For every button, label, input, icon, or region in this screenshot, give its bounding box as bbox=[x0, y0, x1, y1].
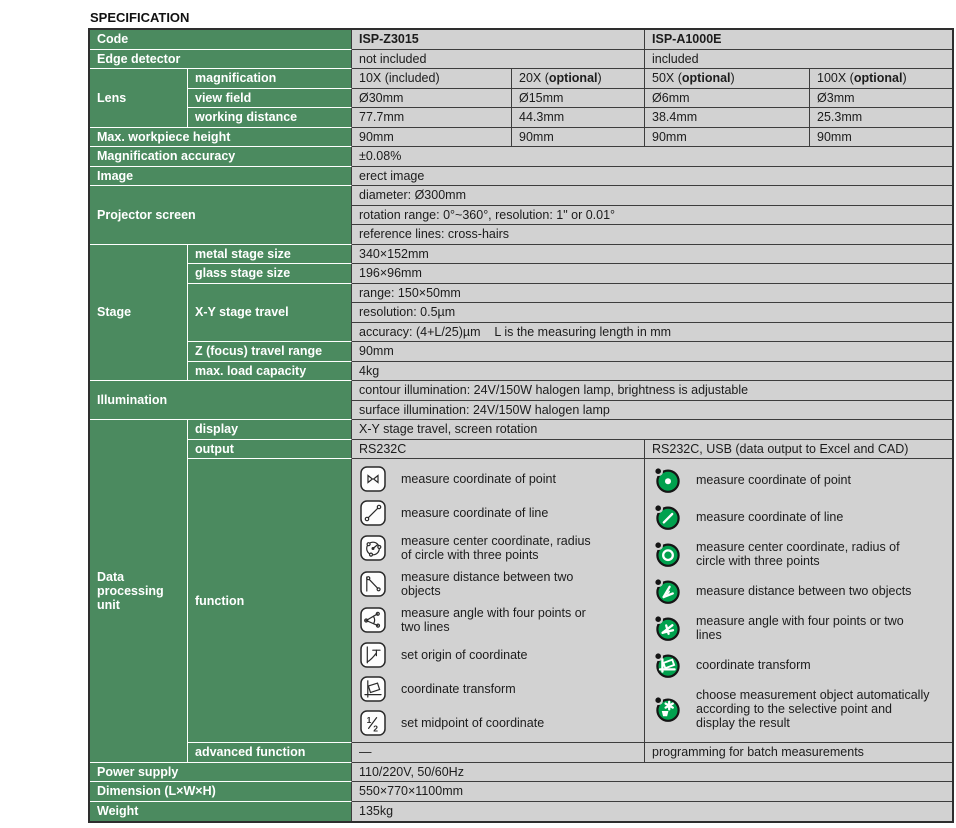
function-item bbox=[360, 534, 640, 562]
function-item bbox=[360, 676, 640, 702]
magnification-label: magnification bbox=[188, 69, 352, 89]
function-item bbox=[360, 466, 640, 492]
svg-text:1: 1 bbox=[366, 715, 372, 725]
row-lens-working-distance bbox=[90, 108, 952, 128]
working-distance-value-3: 38.4mm bbox=[645, 108, 810, 128]
advanced-function-value-2: programming for batch measurements bbox=[645, 743, 952, 763]
function-item-label: measure center coordinate, radius of circle with three points bbox=[696, 540, 900, 568]
angle-icon bbox=[653, 614, 681, 642]
model-name-1: ISP-Z3015 bbox=[352, 30, 645, 50]
transform-icon bbox=[360, 676, 386, 702]
line-icon bbox=[360, 500, 386, 526]
surface-illumination-value: surface illumination: 24V/150W halogen lamp bbox=[352, 401, 952, 421]
row-edge-detector bbox=[90, 50, 952, 70]
circle-icon bbox=[360, 535, 386, 561]
row-stage-glass bbox=[90, 264, 952, 284]
glass-stage-size-value: 196×96mm bbox=[352, 264, 952, 284]
image-label: Image bbox=[90, 167, 352, 187]
function-item bbox=[653, 466, 948, 494]
function-item-label: measure angle with four points or two lines bbox=[401, 606, 586, 634]
function-item bbox=[653, 577, 948, 605]
metal-stage-size-label: metal stage size bbox=[188, 245, 352, 265]
origin-icon bbox=[360, 642, 386, 668]
lens-label: Lens bbox=[90, 69, 188, 128]
row-max-load bbox=[90, 362, 952, 382]
function-item-label: measure angle with four points or two lines bbox=[696, 614, 904, 642]
display-label: display bbox=[188, 420, 352, 440]
transform-icon bbox=[653, 651, 681, 679]
distance-icon bbox=[360, 571, 386, 597]
function-item-label: measure coordinate of point bbox=[696, 473, 851, 487]
function-item bbox=[360, 710, 640, 736]
row-projector-diameter bbox=[90, 186, 952, 206]
contour-illumination-value: contour illumination: 24V/150W halogen lamp, brightness is adjustable bbox=[352, 381, 952, 401]
point-icon bbox=[653, 466, 681, 494]
max-workpiece-value-4: 90mm bbox=[810, 128, 952, 148]
edge-detector-value-1: not included bbox=[352, 50, 645, 70]
power-supply-label: Power supply bbox=[90, 763, 352, 783]
circle-icon bbox=[653, 540, 681, 568]
svg-text:2: 2 bbox=[373, 723, 378, 734]
data-processing-unit-label: Data processing unit bbox=[90, 420, 188, 763]
weight-label: Weight bbox=[90, 802, 352, 822]
function-item-label: measure coordinate of line bbox=[401, 506, 549, 520]
function-item-label: measure coordinate of point bbox=[401, 472, 556, 486]
row-xy-range bbox=[90, 284, 952, 304]
display-value: X-Y stage travel, screen rotation bbox=[352, 420, 952, 440]
function-item bbox=[360, 606, 640, 634]
row-magnification-accuracy bbox=[90, 147, 952, 167]
choose-icon bbox=[653, 695, 681, 723]
dimension-value: 550×770×1100mm bbox=[352, 782, 952, 802]
function-item bbox=[653, 614, 948, 642]
output-label: output bbox=[188, 440, 352, 460]
output-value-2: RS232C, USB (data output to Excel and CAD) bbox=[645, 440, 952, 460]
function-item bbox=[360, 570, 640, 598]
function-item bbox=[360, 500, 640, 526]
row-z-travel bbox=[90, 342, 952, 362]
max-workpiece-value-1: 90mm bbox=[352, 128, 512, 148]
projector-screen-label: Projector screen bbox=[90, 186, 352, 245]
advanced-function-value-1: — bbox=[352, 743, 645, 763]
row-dpu-function bbox=[90, 459, 952, 743]
function-item bbox=[360, 642, 640, 668]
view-field-value-2: Ø15mm bbox=[512, 89, 645, 109]
power-supply-value: 110/220V, 50/60Hz bbox=[352, 763, 952, 783]
code-label: Code bbox=[90, 30, 352, 50]
row-dpu-output bbox=[90, 440, 952, 460]
output-value-1: RS232C bbox=[352, 440, 645, 460]
glass-stage-size-label: glass stage size bbox=[188, 264, 352, 284]
projector-reference-value: reference lines: cross-hairs bbox=[352, 225, 952, 245]
row-dpu-advanced bbox=[90, 743, 952, 763]
function-list-model-2 bbox=[645, 459, 952, 743]
function-item-label: measure center coordinate, radius of circle with three points bbox=[401, 534, 591, 562]
xy-resolution-value: resolution: 0.5µm bbox=[352, 303, 952, 323]
row-weight bbox=[90, 802, 952, 822]
max-load-label: max. load capacity bbox=[188, 362, 352, 382]
line-icon bbox=[653, 503, 681, 531]
view-field-value-3: Ø6mm bbox=[645, 89, 810, 109]
z-travel-value: 90mm bbox=[352, 342, 952, 362]
max-load-value: 4kg bbox=[352, 362, 952, 382]
z-travel-label: Z (focus) travel range bbox=[188, 342, 352, 362]
function-item-label: set origin of coordinate bbox=[401, 648, 528, 662]
model-name-2: ISP-A1000E bbox=[645, 30, 952, 50]
view-field-value-4: Ø3mm bbox=[810, 89, 952, 109]
edge-detector-value-2: included bbox=[645, 50, 952, 70]
view-field-label: view field bbox=[188, 89, 352, 109]
max-workpiece-value-3: 90mm bbox=[645, 128, 810, 148]
function-item-label: measure coordinate of line bbox=[696, 510, 844, 524]
illumination-label: Illumination bbox=[90, 381, 352, 420]
xy-accuracy-value: accuracy: (4+L/25)µm L is the measuring length in mm bbox=[352, 323, 952, 343]
working-distance-label: working distance bbox=[188, 108, 352, 128]
row-stage-metal bbox=[90, 245, 952, 265]
weight-value: 135kg bbox=[352, 802, 952, 822]
function-item bbox=[653, 540, 948, 568]
midpoint-icon bbox=[360, 710, 386, 736]
working-distance-value-4: 25.3mm bbox=[810, 108, 952, 128]
specification-table bbox=[88, 28, 954, 823]
magnification-accuracy-label: Magnification accuracy bbox=[90, 147, 352, 167]
function-item-label: coordinate transform bbox=[696, 658, 811, 672]
working-distance-value-1: 77.7mm bbox=[352, 108, 512, 128]
function-item bbox=[653, 503, 948, 531]
view-field-value-1: Ø30mm bbox=[352, 89, 512, 109]
row-illumination-contour bbox=[90, 381, 952, 401]
magnification-accuracy-value: ±0.08% bbox=[352, 147, 952, 167]
function-item-label: set midpoint of coordinate bbox=[401, 716, 545, 730]
row-lens-magnification bbox=[90, 69, 952, 89]
point-icon bbox=[360, 466, 386, 492]
advanced-function-label: advanced function bbox=[188, 743, 352, 763]
function-item-label: measure distance between two objects bbox=[401, 570, 574, 598]
max-workpiece-height-label: Max. workpiece height bbox=[90, 128, 352, 148]
distance-icon bbox=[653, 577, 681, 605]
magnification-value-4: 100X (optional) bbox=[810, 69, 952, 89]
function-list-model-1 bbox=[352, 459, 645, 743]
function-item bbox=[653, 651, 948, 679]
row-code bbox=[90, 30, 952, 50]
function-item-label: choose measurement object automatically according to the selective point and display the result bbox=[696, 688, 930, 730]
projector-diameter-value: diameter: Ø300mm bbox=[352, 186, 952, 206]
projector-rotation-value: rotation range: 0°~360°, resolution: 1" or 0.01° bbox=[352, 206, 952, 226]
function-item-label: coordinate transform bbox=[401, 682, 516, 696]
metal-stage-size-value: 340×152mm bbox=[352, 245, 952, 265]
function-label: function bbox=[188, 459, 352, 743]
function-item-label: measure distance between two objects bbox=[696, 584, 912, 598]
max-workpiece-value-2: 90mm bbox=[512, 128, 645, 148]
angle-icon bbox=[360, 607, 386, 633]
dimension-label: Dimension (L×W×H) bbox=[90, 782, 352, 802]
edge-detector-label: Edge detector bbox=[90, 50, 352, 70]
row-dpu-display bbox=[90, 420, 952, 440]
magnification-value-3: 50X (optional) bbox=[645, 69, 810, 89]
magnification-value-1: 10X (included) bbox=[352, 69, 512, 89]
function-item bbox=[653, 688, 948, 730]
working-distance-value-2: 44.3mm bbox=[512, 108, 645, 128]
xy-stage-travel-label: X-Y stage travel bbox=[188, 284, 352, 343]
row-dimension bbox=[90, 782, 952, 802]
xy-range-value: range: 150×50mm bbox=[352, 284, 952, 304]
row-max-workpiece-height bbox=[90, 128, 952, 148]
page-title: SPECIFICATION bbox=[90, 10, 190, 25]
image-value: erect image bbox=[352, 167, 952, 187]
magnification-value-2: 20X (optional) bbox=[512, 69, 645, 89]
row-image bbox=[90, 167, 952, 187]
row-lens-view-field bbox=[90, 89, 952, 109]
row-power-supply bbox=[90, 763, 952, 783]
stage-label: Stage bbox=[90, 245, 188, 382]
